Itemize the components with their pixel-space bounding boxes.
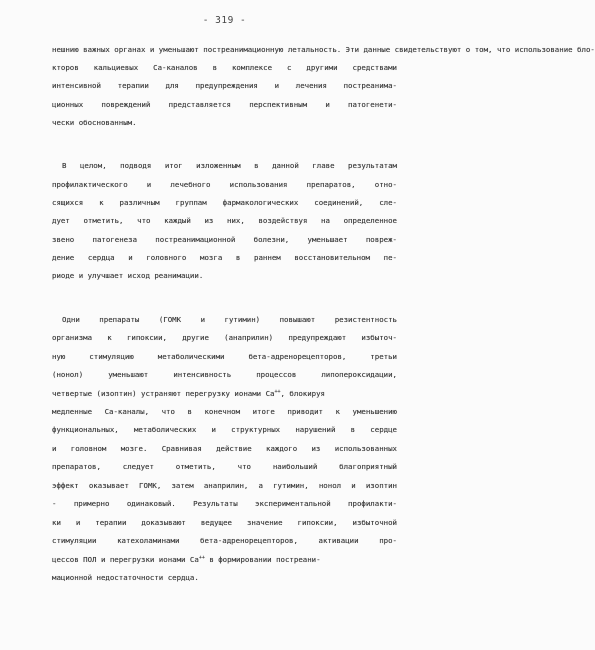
- line-text-tail: , блокируя: [280, 389, 326, 398]
- line-text: препаратов, следует отметить, что наибольший благоприятный: [52, 462, 397, 471]
- line-text: цессов ПОЛ и перегрузки ионами Ca: [52, 555, 199, 564]
- line-text: медленные Са-каналы, что в конечном итоге приводит к уменьшению: [52, 407, 397, 416]
- text-line: [52, 63, 397, 73]
- text-line: [52, 333, 397, 343]
- line-text: сящихся к различным группам фармакологических соединений, сле-: [52, 198, 397, 207]
- line-text: мационной недостаточности сердца.: [52, 573, 199, 582]
- text-line: [52, 555, 397, 565]
- text-line: [52, 253, 397, 263]
- line-text: - примерно одинаковый. Результаты экспериментальной профилакти-: [52, 499, 397, 508]
- line-text-tail: в формировании постреани-: [204, 555, 321, 564]
- line-text: дение сердца и головного мозга в раннем восстановительном пе-: [52, 253, 397, 262]
- text-line: [52, 499, 397, 509]
- superscript: ++: [274, 389, 281, 395]
- text-line: [52, 462, 397, 472]
- line-text: В целом, подводя итог изложенным в данной главе результатам: [62, 161, 397, 170]
- line-text: риоде и улучшает исход реанимации.: [52, 271, 204, 280]
- text-line: [52, 198, 397, 208]
- superscript: ++: [198, 555, 205, 561]
- line-text: ки и терапии доказывают ведущее значение гипоксии, избыточной: [52, 518, 397, 527]
- text-line: [52, 481, 397, 491]
- text-line: [52, 45, 595, 55]
- text-line: [52, 425, 397, 435]
- text-line: [52, 444, 397, 454]
- line-text: функциональных, метаболических и структурных нарушений в сердце: [52, 425, 397, 434]
- line-text: нешнию важных органах и уменьшают постреанимационную летальность. Эти данные свидетельствуют о том, что использование бло-: [52, 45, 595, 54]
- text-line: [52, 407, 397, 417]
- text-line: [52, 81, 397, 91]
- line-text: кторов кальциевых Са-каналов в комплексе с другими средствами: [52, 63, 397, 72]
- page-number: - 319 -: [202, 15, 247, 26]
- line-text: и головном мозге. Сравнивая действие каждого из использованных: [52, 444, 397, 453]
- line-text: чески обоснованным.: [52, 118, 137, 127]
- text-line: [52, 118, 397, 128]
- line-text: Одни препараты (ГОМК и гутимин) повышают резистентность: [62, 315, 397, 324]
- text-line: [52, 573, 397, 583]
- text-line: [62, 161, 397, 171]
- text-line: [62, 315, 397, 325]
- line-text: стимуляции катехоламинами бета-адренорецепторов, активации про-: [52, 536, 397, 545]
- line-text: интенсивной терапии для предупреждения и лечения постреанима-: [52, 81, 397, 90]
- text-line: [52, 370, 397, 380]
- text-line: [52, 389, 397, 399]
- line-text: ционных повреждений представляется перспективным и патогенети-: [52, 100, 397, 109]
- line-text: звено патогенеза постреанимационной болезни, уменьшает повреж-: [52, 235, 397, 244]
- line-text: ную стимуляцию метаболическими бета-адренорецепторов, третьи: [52, 352, 397, 361]
- line-text: (нонол) уменьшают интенсивность процессов липопероксидации,: [52, 370, 397, 379]
- text-line: [52, 518, 397, 528]
- text-line: [52, 180, 397, 190]
- line-text: организма к гипоксии, другие (анаприлин) предупреждают избыточ-: [52, 333, 397, 342]
- line-text: четвертые (изоптин) устраняют перегрузку ионами Ca: [52, 389, 275, 398]
- text-line: [52, 100, 397, 110]
- line-text: эффект оказывает ГОМК, затем анаприлин, а гутимин, нонол и изоптин: [52, 481, 397, 490]
- line-text: профилактического и лечебного использования препаратов, отно-: [52, 180, 397, 189]
- text-line: [52, 235, 397, 245]
- text-line: [52, 352, 397, 362]
- text-line: [52, 271, 397, 281]
- text-line: [52, 216, 397, 226]
- text-line: [52, 536, 397, 546]
- line-text: дует отметить, что каждый из них, воздействуя на определенное: [52, 216, 397, 225]
